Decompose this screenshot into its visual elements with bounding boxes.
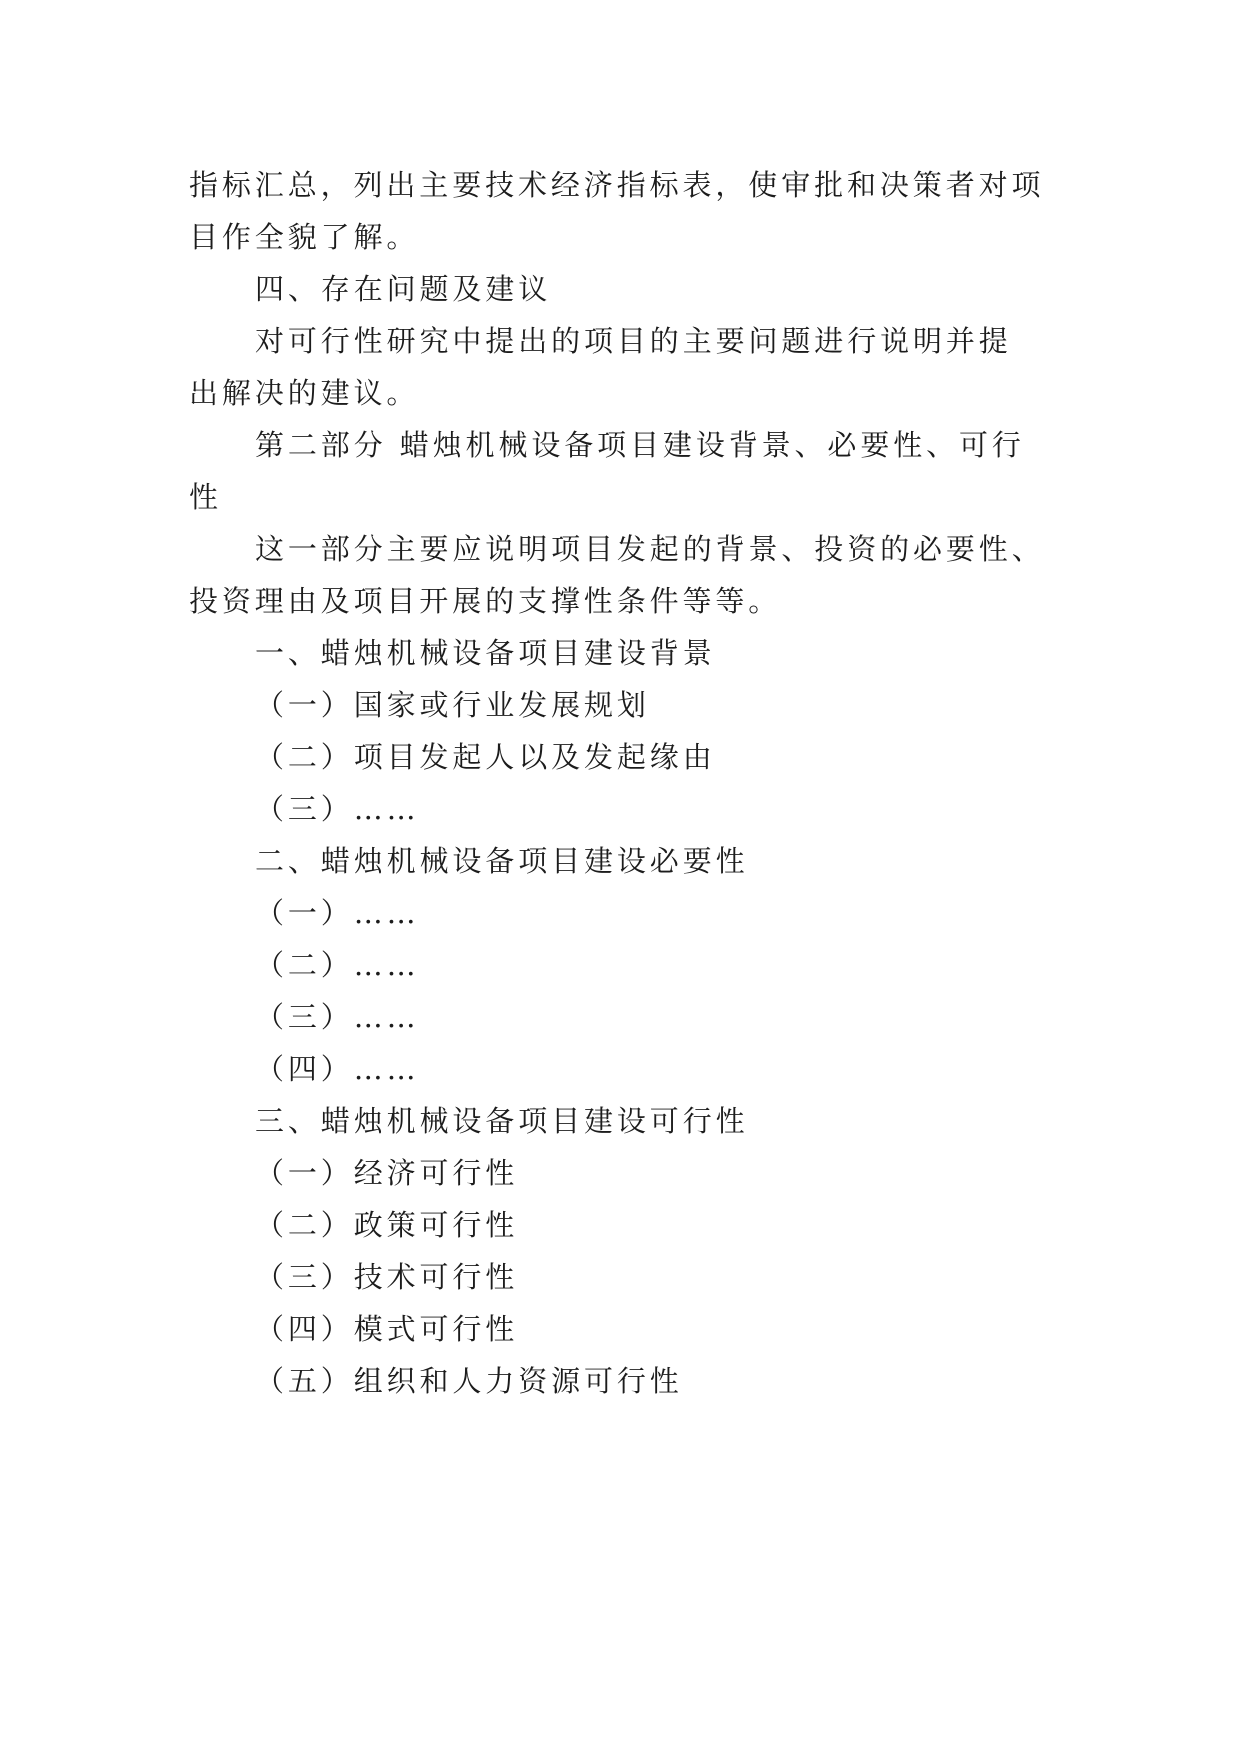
section-heading: 一、蜡烛机械设备项目建设背景 (255, 636, 716, 670)
subsection-item: （四）…… (255, 1052, 420, 1086)
section-heading: 三、蜡烛机械设备项目建设可行性 (255, 1104, 749, 1138)
subsection-item: （四）模式可行性 (255, 1312, 519, 1346)
part-heading: 第二部分 蜡烛机械设备项目建设背景、必要性、可行 (255, 428, 1025, 462)
subsection-item: （一）国家或行业发展规划 (255, 688, 650, 722)
subsection-item: （三）技术可行性 (255, 1260, 519, 1294)
section-heading: 二、蜡烛机械设备项目建设必要性 (255, 844, 749, 878)
subsection-item: （五）组织和人力资源可行性 (255, 1364, 683, 1398)
paragraph-line: 这一部分主要应说明项目发起的背景、投资的必要性、 (255, 532, 1045, 566)
paragraph-line: 投资理由及项目开展的支撑性条件等等。 (189, 584, 782, 618)
paragraph-line: 出解决的建议。 (189, 376, 420, 410)
subsection-item: （三）…… (255, 1000, 420, 1034)
paragraph-line: 目作全貌了解。 (189, 220, 420, 254)
section-heading: 四、存在问题及建议 (255, 272, 552, 306)
subsection-item: （一）…… (255, 896, 420, 930)
paragraph-line: 指标汇总，列出主要技术经济指标表，使审批和决策者对项 (189, 168, 1045, 202)
part-heading-continued: 性 (189, 480, 222, 514)
subsection-item: （二）项目发起人以及发起缘由 (255, 740, 716, 774)
subsection-item: （二）…… (255, 948, 420, 982)
subsection-item: （一）经济可行性 (255, 1156, 519, 1190)
subsection-item: （三）…… (255, 792, 420, 826)
subsection-item: （二）政策可行性 (255, 1208, 519, 1242)
paragraph-line: 对可行性研究中提出的项目的主要问题进行说明并提 (255, 324, 1012, 358)
